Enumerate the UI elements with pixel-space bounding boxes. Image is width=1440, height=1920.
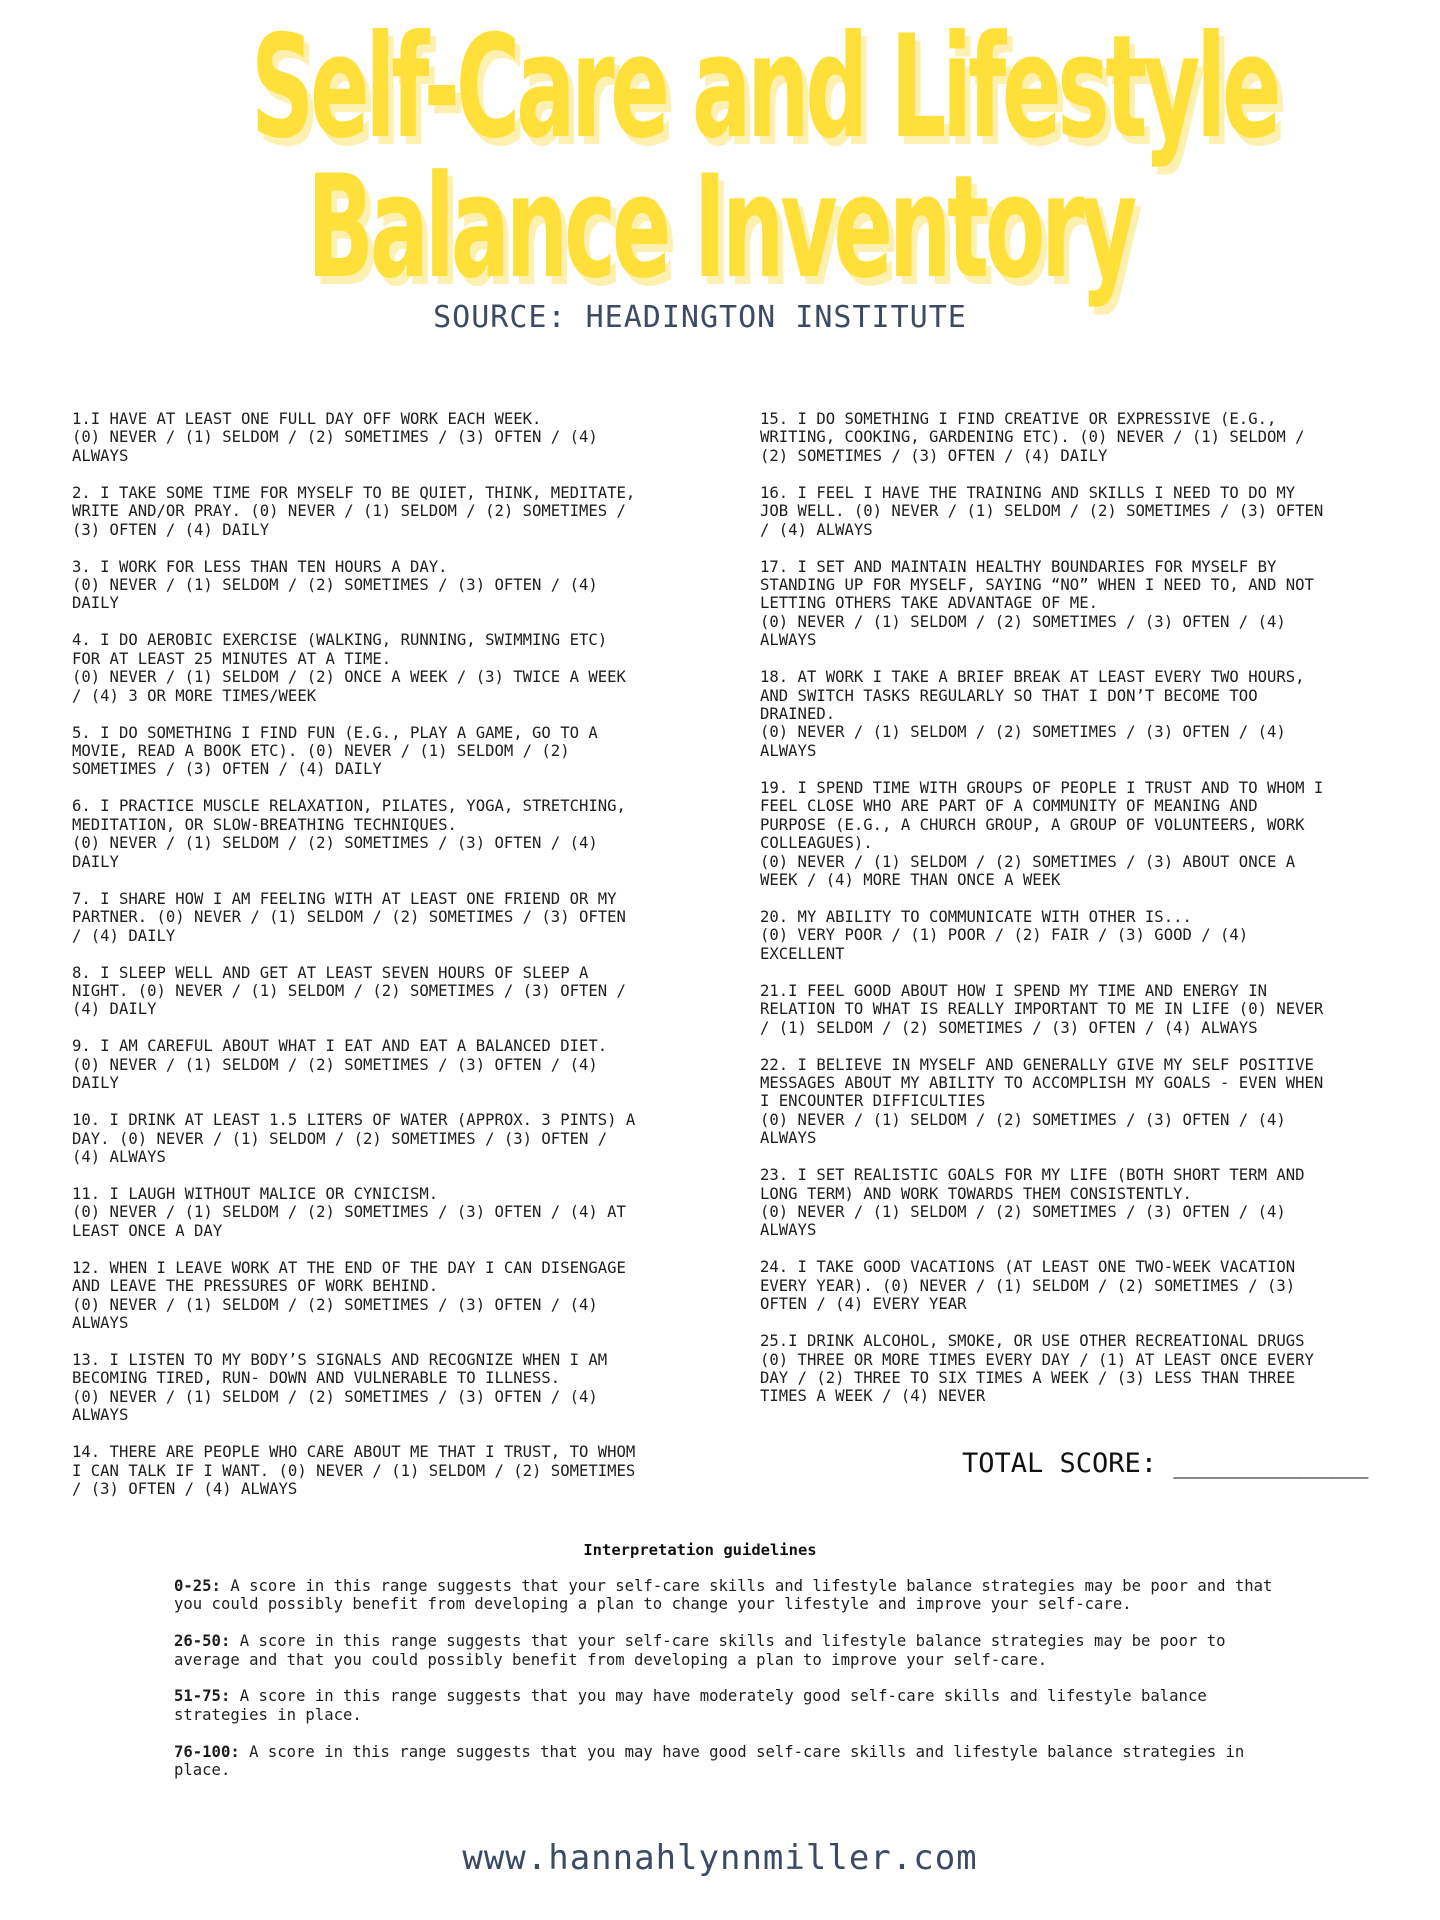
inventory-item-8: 8. I SLEEP WELL AND GET AT LEAST SEVEN HOURS OF SLEEP A NIGHT. (0) NEVER / (1) SELDOM / (2) SOMETIMES / (3) OFTEN / (4) DAILY	[72, 963, 626, 1019]
footer-website-url[interactable]: www.hannahlynnmiller.com	[462, 1838, 978, 1878]
inventory-item-24: 24. I TAKE GOOD VACATIONS (AT LEAST ONE TWO-WEEK VACATION EVERY YEAR). (0) NEVER / (1) SELDOM / (2) SOMETIMES / (3) OFTEN / (4) EVERY YEAR	[760, 1258, 1296, 1314]
inventory-item-16: 16. I FEEL I HAVE THE TRAINING AND SKILLS I NEED TO DO MY JOB WELL. (0) NEVER / (1) SELDOM / (2) SOMETIMES / (3) OFTEN / (4) ALWAYS	[760, 483, 1324, 539]
guideline-range: 0-25:	[174, 1577, 221, 1595]
guideline-range: 51-75:	[174, 1687, 231, 1706]
guideline-range: 76-100:	[174, 1742, 240, 1761]
interpretation-guidelines	[174, 1577, 1284, 1798]
inventory-item-13: 13. I LISTEN TO MY BODY’S SIGNALS AND RECOGNIZE WHEN I AM BECOMING TIRED, RUN- DOWN AND VULNERABLE TO ILLNESS. (0) NEVER / (1) SELDOM / (2) SOMETIMES / (3) OFTEN / (4) ALWAYS	[72, 1350, 608, 1425]
guideline-text: A score in this range suggests that your self-care skills and lifestyle balance strategies may be poor to average and that you could possibly benefit from developing a plan to improve your self-care.	[174, 1632, 1226, 1669]
guideline-text: A score in this range suggests that your self-care skills and lifestyle balance strategies may be poor and that you could possibly benefit from developing a plan to change your lifestyle and improve your self-care.	[174, 1577, 1273, 1614]
inventory-item-12: 12. WHEN I LEAVE WORK AT THE END OF THE DAY I CAN DISENGAGE AND LEAVE THE PRESSURES OF WORK BEHIND. (0) NEVER / (1) SELDOM / (2) SOMETIMES / (3) OFTEN / (4) ALWAYS	[72, 1258, 626, 1332]
guideline-76-100	[174, 1743, 1284, 1780]
inventory-item-1: 1.I HAVE AT LEAST ONE FULL DAY OFF WORK EACH WEEK. (0) NEVER / (1) SELDOM / (2) SOMETIMES / (3) OFTEN / (4) ALWAYS	[72, 410, 598, 465]
guideline-text: A score in this range suggests that you may have moderately good self-care skills and lifestyle balance strategies in place.	[174, 1687, 1207, 1724]
page-title-line-2: Balance Inventory	[306, 145, 1134, 310]
inventory-column-left	[72, 410, 712, 1517]
guideline-26-50	[174, 1632, 1284, 1669]
inventory-item-6: 6. I PRACTICE MUSCLE RELAXATION, PILATES, YOGA, STRETCHING, MEDITATION, OR SLOW-BREATHING TECHNIQUES. (0) NEVER / (1) SELDOM / (2) SOMETIMES / (3) OFTEN / (4) DAILY	[72, 797, 626, 871]
inventory-item-18: 18. AT WORK I TAKE A BRIEF BREAK AT LEAST EVERY TWO HOURS, AND SWITCH TASKS REGULARLY SO THAT I DON’T BECOME TOO DRAINED. (0) NEVER / (1) SELDOM / (2) SOMETIMES / (3) OFTEN / (4) ALWAYS	[760, 668, 1305, 760]
inventory-item-23: 23. I SET REALISTIC GOALS FOR MY LIFE (BOTH SHORT TERM AND LONG TERM) AND WORK TOWARDS THEM CONSISTENTLY. (0) NEVER / (1) SELDOM / (2) SOMETIMES / (3) OFTEN / (4) ALWAYS	[760, 1166, 1305, 1240]
inventory-item-9: 9. I AM CAREFUL ABOUT WHAT I EAT AND EAT A BALANCED DIET. (0) NEVER / (1) SELDOM / (2) SOMETIMES / (3) OFTEN / (4) DAILY	[72, 1037, 608, 1093]
page-title	[0, 5, 1440, 310]
inventory-item-21: 21.I FEEL GOOD ABOUT HOW I SPEND MY TIME AND ENERGY IN RELATION TO WHAT IS REALLY IMPORTANT TO ME IN LIFE (0) NEVER / (1) SELDOM / (2) SOMETIMES / (3) OFTEN / (4) ALWAYS	[760, 981, 1324, 1037]
inventory-item-4: 4. I DO AEROBIC EXERCISE (WALKING, RUNNING, SWIMMING ETC) FOR AT LEAST 25 MINUTES AT A TIME. (0) NEVER / (1) SELDOM / (2) ONCE A WEEK / (3) TWICE A WEEK / (4) 3 OR MORE TIMES/WEEK	[72, 631, 626, 705]
inventory-column-right	[760, 410, 1400, 1424]
inventory-item-10: 10. I DRINK AT LEAST 1.5 LITERS OF WATER (APPROX. 3 PINTS) A DAY. (0) NEVER / (1) SELDOM / (2) SOMETIMES / (3) OFTEN / (4) ALWAYS	[72, 1111, 636, 1166]
inventory-item-17: 17. I SET AND MAINTAIN HEALTHY BOUNDARIES FOR MYSELF BY STANDING UP FOR MYSELF, SAYING “NO” WHEN I NEED TO, AND NOT LETTING OTHERS TAKE ADVANTAGE OF ME. (0) NEVER / (1) SELDOM / (2) SOMETIMES / (3) OFTEN / (4) ALWAYS	[760, 557, 1314, 650]
source-credit: SOURCE: HEADINGTON INSTITUTE	[433, 300, 967, 335]
guidelines-heading: Interpretation guidelines	[583, 1541, 817, 1559]
inventory-item-2: 2. I TAKE SOME TIME FOR MYSELF TO BE QUIET, THINK, MEDITATE, WRITE AND/OR PRAY. (0) NEVER / (1) SELDOM / (2) SOMETIMES / (3) OFTEN / (4) DAILY	[72, 483, 636, 539]
inventory-item-20: 20. MY ABILITY TO COMMUNICATE WITH OTHER IS... (0) VERY POOR / (1) POOR / (2) FAIR / (3) GOOD / (4) EXCELLENT	[760, 907, 1249, 963]
total-score-field: TOTAL SCORE: ____________	[962, 1448, 1369, 1479]
page-title-line-1: Self-Care and Lifestyle	[250, 5, 1278, 170]
inventory-item-15: 15. I DO SOMETHING I FIND CREATIVE OR EXPRESSIVE (E.G., WRITING, COOKING, GARDENING ETC). (0) NEVER / (1) SELDOM / (2) SOMETIMES / (3) OFTEN / (4) DAILY	[760, 410, 1305, 465]
guideline-0-25	[174, 1577, 1284, 1614]
inventory-item-7: 7. I SHARE HOW I AM FEELING WITH AT LEAST ONE FRIEND OR MY PARTNER. (0) NEVER / (1) SELDOM / (2) SOMETIMES / (3) OFTEN / (4) DAILY	[72, 889, 626, 945]
inventory-item-14: 14. THERE ARE PEOPLE WHO CARE ABOUT ME THAT I TRUST, TO WHOM I CAN TALK IF I WANT. (0) NEVER / (1) SELDOM / (2) SOMETIMES / (3) OFTEN / (4) ALWAYS	[72, 1443, 636, 1498]
inventory-item-25: 25.I DRINK ALCOHOL, SMOKE, OR USE OTHER RECREATIONAL DRUGS (0) THREE OR MORE TIMES EVERY DAY / (1) AT LEAST ONCE EVERY DAY / (2) THREE TO SIX TIMES A WEEK / (3) LESS THAN THREE TIMES A WEEK / (4) NEVER	[760, 1332, 1314, 1406]
inventory-item-11: 11. I LAUGH WITHOUT MALICE OR CYNICISM. (0) NEVER / (1) SELDOM / (2) SOMETIMES / (3) OFTEN / (4) AT LEAST ONCE A DAY	[72, 1184, 626, 1240]
inventory-item-22: 22. I BELIEVE IN MYSELF AND GENERALLY GIVE MY SELF POSITIVE MESSAGES ABOUT MY ABILITY TO ACCOMPLISH MY GOALS - EVEN WHEN I ENCOUNTER DIFFICULTIES (0) NEVER / (1) SELDOM / (2) SOMETIMES / (3) OFTEN / (4) ALWAYS	[760, 1055, 1324, 1148]
guideline-text: A score in this range suggests that you may have good self-care skills and lifestyle balance strategies in place.	[174, 1742, 1245, 1780]
guideline-51-75	[174, 1687, 1284, 1724]
inventory-item-5: 5. I DO SOMETHING I FIND FUN (E.G., PLAY A GAME, GO TO A MOVIE, READ A BOOK ETC). (0) NEVER / (1) SELDOM / (2) SOMETIMES / (3) OFTEN / (4) DAILY	[72, 723, 598, 779]
inventory-item-3: 3. I WORK FOR LESS THAN TEN HOURS A DAY. (0) NEVER / (1) SELDOM / (2) SOMETIMES / (3) OFTEN / (4) DAILY	[72, 557, 598, 613]
guideline-range: 26-50:	[174, 1632, 231, 1651]
inventory-item-19: 19. I SPEND TIME WITH GROUPS OF PEOPLE I TRUST AND TO WHOM I FEEL CLOSE WHO ARE PART OF A COMMUNITY OF MEANING AND PURPOSE (E.G., A CHURCH GROUP, A GROUP OF VOLUNTEERS, WORK COLLEAGUES). (0) NEVER / (1) SELDOM / (2) SOMETIMES / (3) ABOUT ONCE A WEEK / (4) MORE THAN ONCE A WEEK	[760, 778, 1324, 889]
